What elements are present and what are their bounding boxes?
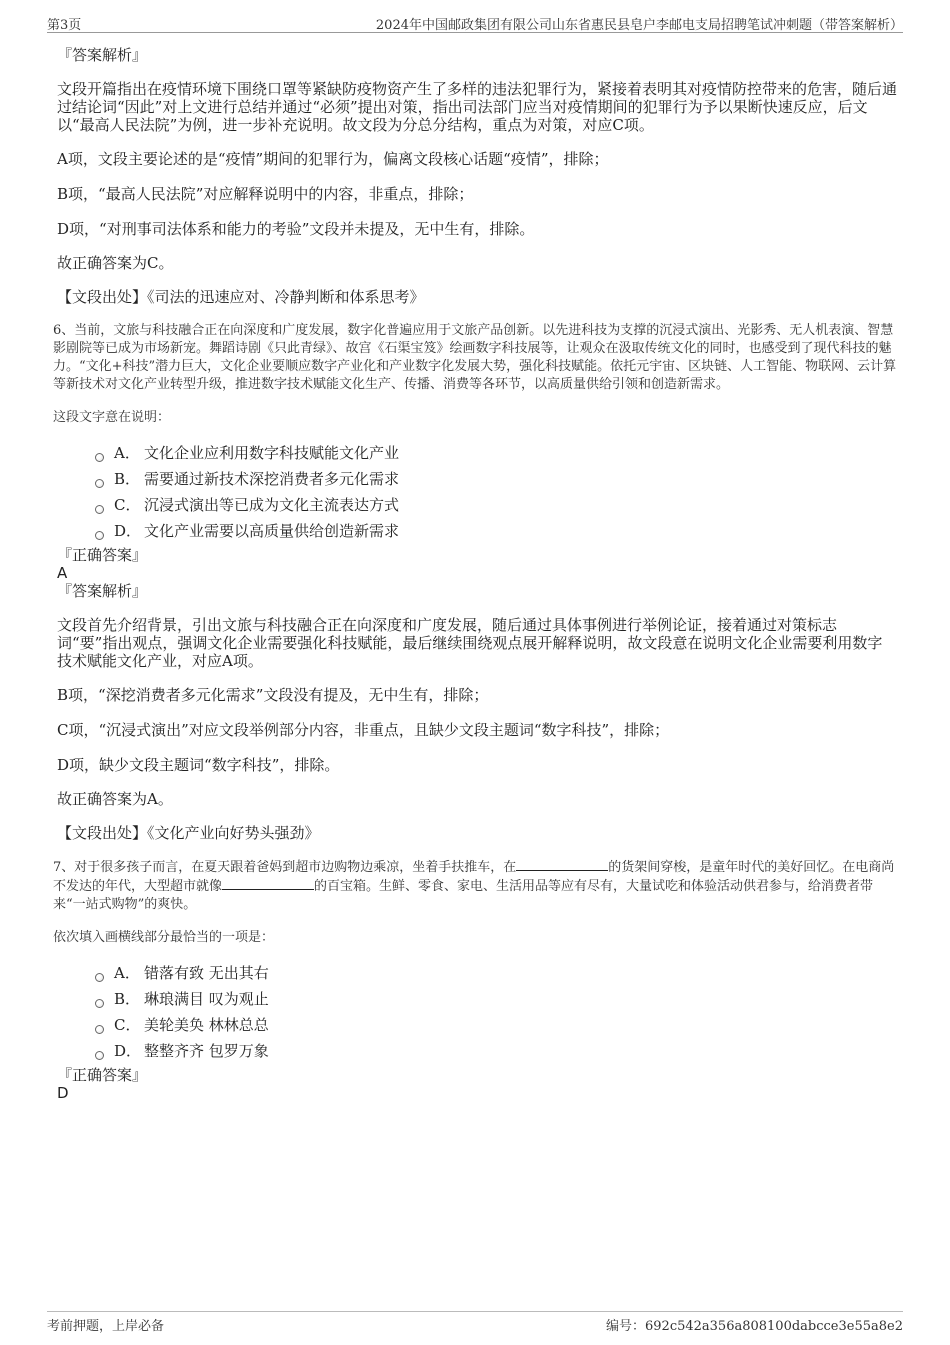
option-c[interactable]: C． 美轮美奂 林林总总 (95, 1012, 897, 1038)
analysis-option-c: C项，“沉浸式演出”对应文段举例部分内容，非重点，且缺少文段主题词“数字科技”，排除； (57, 721, 670, 739)
document-id: 编号：692c542a356a808100dabcce3e55a8e2 (606, 1319, 903, 1334)
passage-source: 【文段出处】《司法的迅速应对、冷静判断和体系思考》 (57, 288, 425, 306)
option-c[interactable]: C． 沉浸式演出等已成为文化主流表达方式 (95, 492, 897, 518)
radio-icon[interactable] (95, 1025, 104, 1034)
correct-answer: D (57, 1084, 69, 1102)
question-6-prompt: 这段文字意在说明： (53, 410, 171, 425)
question-7-prompt: 依次填入画横线部分最恰当的一项是： (53, 930, 275, 945)
analysis-option-d: D项，“对刑事司法体系和能力的考验”文段并未提及，无中生有，排除。 (57, 220, 535, 238)
footer-slogan: 考前押题，上岸必备 (47, 1319, 165, 1334)
analysis-text: 文段开篇指出在疫情环境下围绕口罩等紧缺防疫物资产生了多样的违法犯罪行为，紧接着表明其对疫情防控带来的危害，随后通过结论词“因此”对上文进行总结并通过“必须”提出对策，指出司法部门应当对疫情期间的犯罪行为予以果断快速反应，后文以“最高人民法院”为例，进一步补充说明。故文段为分总分结构，重点为对策，对应C项。 (57, 80, 898, 134)
analysis-label: 『答案解析』 (57, 582, 148, 600)
analysis-conclusion: 故正确答案为A。 (57, 790, 173, 808)
passage-source: 【文段出处】《文化产业向好势头强劲》 (57, 824, 320, 842)
question-6-stem: 6、当前，文旅与科技融合正在向深度和广度发展，数字化普遍应用于文旅产品创新。以先进科技为支撑的沉浸式演出、光影秀、无人机表演、智慧影剧院等已成为市场新宠。舞蹈诗剧《只此青绿》、故宫《石渠宝笈》绘画数字科技展等，让观众在汲取传统文化的同时，也感受到了现代科技的魅力。“文化+科技”潜力巨大，文化企业要顺应数字产业化和产业数字化发展大势，强化科技赋能。依托元宇宙、区块链、人工智能、物联网、云计算等新技术对文化产业转型升级，推进数字技术赋能文化生产、传播、消费等各环节，以高质量供给引领和创造新需求。 (53, 323, 897, 392)
page-header (47, 14, 903, 33)
radio-icon[interactable] (95, 999, 104, 1008)
fill-blank-1 (516, 858, 608, 871)
radio-icon[interactable] (95, 531, 104, 540)
fill-blank-2 (222, 877, 314, 890)
option-a[interactable]: A． 错落有致 无出其右 (95, 960, 897, 986)
page-number: 第3页 (47, 18, 82, 33)
radio-icon[interactable] (95, 973, 104, 982)
analysis-option-a: A项，文段主要论述的是“疫情”期间的犯罪行为，偏离文段核心话题“疫情”，排除； (57, 150, 609, 168)
answer-label: 『正确答案』 (57, 1066, 148, 1084)
option-d[interactable]: D． 整整齐齐 包罗万象 (95, 1038, 897, 1064)
option-a[interactable]: A． 文化企业应利用数字科技赋能文化产业 (95, 440, 897, 466)
analysis-option-d: D项，缺少文段主题词“数字科技”，排除。 (57, 756, 340, 774)
question-7-options (95, 960, 897, 1064)
analysis-option-b: B项，“最高人民法院”对应解释说明中的内容，非重点，排除； (57, 185, 474, 203)
analysis-text: 文段首先介绍背景，引出文旅与科技融合正在向深度和广度发展，随后通过具体事例进行举例论证，接着通过对策标志词“要”指出观点，强调文化企业需要强化科技赋能，最后继续围绕观点展开解释说明，故文段意在说明文化企业需要利用数字技术赋能文化产业，对应A项。 (57, 616, 883, 670)
document-body (53, 46, 898, 1102)
radio-icon[interactable] (95, 479, 104, 488)
radio-icon[interactable] (95, 505, 104, 514)
option-b[interactable]: B． 琳琅满目 叹为观止 (95, 986, 897, 1012)
option-b[interactable]: B． 需要通过新技术深挖消费者多元化需求 (95, 466, 897, 492)
question-7-stem: 7、对于很多孩子而言，在夏天跟着爸妈到超市边购物边乘凉，坐着手扶推车，在 的货架间穿梭，是童年时代的美好回忆。在电商尚不发达的年代，大型超市就像 的百宝箱。生鲜、零食、家电、生活用品等应有尽有，大量试吃和体验活动供君参与，给消费者带来“一站式购物”的爽快。 (53, 860, 895, 912)
answer-label: 『正确答案』 (57, 546, 148, 564)
analysis-option-b: B项，“深挖消费者多元化需求”文段没有提及，无中生有，排除； (57, 686, 489, 704)
radio-icon[interactable] (95, 1051, 104, 1060)
document-title: 2024年中国邮政集团有限公司山东省惠民县皂户李邮电支局招聘笔试冲刺题（带答案解析） (375, 18, 903, 33)
page-footer (47, 1311, 903, 1336)
analysis-conclusion: 故正确答案为C。 (57, 254, 174, 272)
radio-icon[interactable] (95, 453, 104, 462)
option-d[interactable]: D． 文化产业需要以高质量供给创造新需求 (95, 518, 897, 544)
question-6-options (95, 440, 897, 544)
analysis-label: 『答案解析』 (57, 46, 148, 64)
correct-answer: A (57, 564, 68, 582)
